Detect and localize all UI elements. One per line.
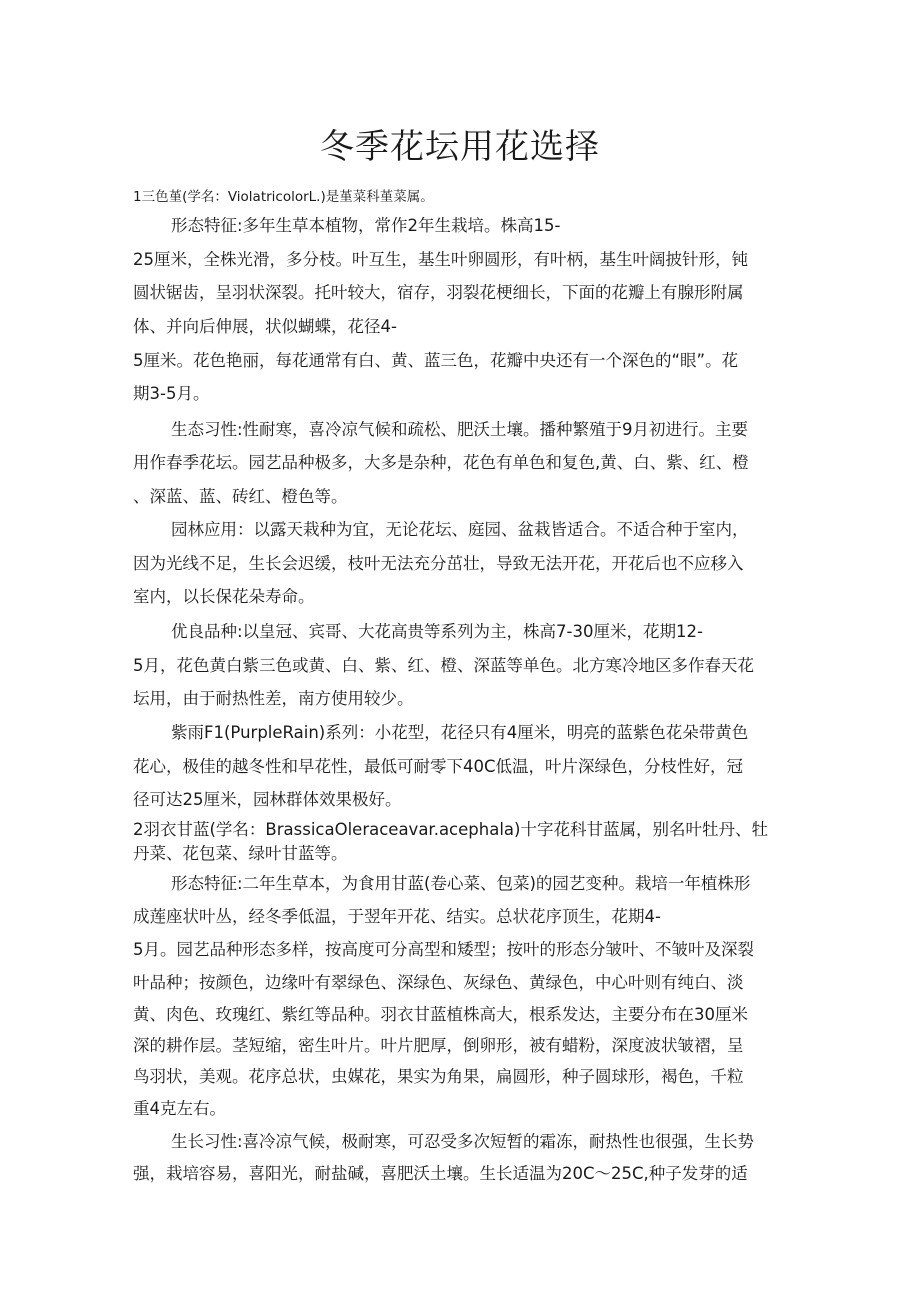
text-line: 2羽衣甘蓝(学名：BrassicaOleraceavar.acephala)十字花科甘蓝属，别名叶牡丹、牡 <box>133 820 768 839</box>
text-line: 园林应用：以露天栽种为宜，无论花坛、庭园、盆栽皆适合。不适合种于室内， <box>171 520 749 539</box>
text-line: 生长习性:喜冷凉气候，极耐寒，可忍受多次短暂的霜冻，耐热性也很强，生长势 <box>171 1132 755 1151</box>
page-title: 冬季花坛用花选择 <box>320 127 600 167</box>
text-line: 坛用，由于耐热性差，南方使用较少。 <box>133 689 414 708</box>
text-line: 重4克左右。 <box>133 1099 226 1118</box>
text-line: 丹菜、花包菜、绿叶甘蓝等。 <box>133 844 348 863</box>
text-line: 优良品种:以皇冠、宾哥、大花高贵等系列为主，株高7-30厘米，花期12- <box>171 622 703 641</box>
text-line: 期3-5月。 <box>133 384 210 403</box>
text-line: 1三色堇(学名：ViolatricolorL.)是堇菜科堇菜属。 <box>133 189 434 205</box>
text-line: 生态习性:性耐寒，喜冷凉气候和疏松、肥沃土壤。播种繁殖于9月初进行。主要 <box>171 420 749 439</box>
text-line: 体、并向后伸展，状似蝴蝶，花径4- <box>133 317 397 336</box>
text-line: 、深蓝、蓝、砖红、橙色等。 <box>133 487 348 506</box>
text-line: 圆状锯齿，呈羽状深裂。托叶较大，宿存，羽裂花梗细长，下面的花瓣上有腺形附属 <box>133 283 744 302</box>
text-line: 形态特征:二年生草本，为食用甘蓝(卷心菜、包菜)的园艺变种。栽培一年植株形 <box>171 874 751 893</box>
text-line: 用作春季花坛。园艺品种极多，大多是杂种，花色有单色和复色,黄、白、紫、红、橙 <box>133 453 749 472</box>
text-line: 鸟羽状，美观。花序总状，虫媒花，果实为角果，扁圆形，种子圆球形，褐色，千粒 <box>133 1067 744 1086</box>
text-line: 5月，花色黄白紫三色或黄、白、紫、红、橙、深蓝等单色。北方寒冷地区多作春天花 <box>133 656 754 675</box>
text-line: 形态特征:多年生草本植物，常作2年生栽培。株高15- <box>171 216 561 235</box>
text-line: 因为光线不足，生长会迟缓，枝叶无法充分茁壮，导致无法开花，开花后也不应移入 <box>133 554 744 573</box>
text-line: 叶品种；按颜色，边缘叶有翠绿色、深绿色、灰绿色、黄绿色，中心叶则有纯白、淡 <box>133 973 744 992</box>
text-line: 径可达25厘米，园林群体效果极好。 <box>133 790 402 809</box>
text-line: 室内，以长保花朵寿命。 <box>133 587 315 606</box>
text-line: 成莲座状叶丛，经冬季低温，于翌年开花、结实。总状花序顶生，花期4- <box>133 907 661 926</box>
text-line: 5月。园艺品种形态多样，按高度可分高型和矮型；按叶的形态分皱叶、不皱叶及深裂 <box>133 940 754 959</box>
text-line: 紫雨F1(PurpleRain)系列：小花型，花径只有4厘米，明亮的蓝紫色花朵带黄色 <box>171 723 749 742</box>
text-line: 5厘米。花色艳丽，每花通常有白、黄、蓝三色，花瓣中央还有一个深色的“眼”。花 <box>133 351 739 370</box>
text-line: 黄、肉色、玫瑰红、紫红等品种。羽衣甘蓝植株高大，根系发达，主要分布在30厘米 <box>133 1005 748 1024</box>
text-line: 强，栽培容易，喜阳光，耐盐碱，喜肥沃土壤。生长适温为20C～25C,种子发芽的适 <box>133 1164 748 1183</box>
text-line: 花心，极佳的越冬性和早花性，最低可耐零下40C低温，叶片深绿色，分枝性好，冠 <box>133 757 744 776</box>
text-line: 深的耕作层。茎短缩，密生叶片。叶片肥厚，倒卵形，被有蜡粉，深度波状皱褶，呈 <box>133 1036 744 1055</box>
text-line: 25厘米，全株光滑，多分枝。叶互生，基生叶卵圆形，有叶柄，基生叶阔披针形，钝 <box>133 250 748 269</box>
